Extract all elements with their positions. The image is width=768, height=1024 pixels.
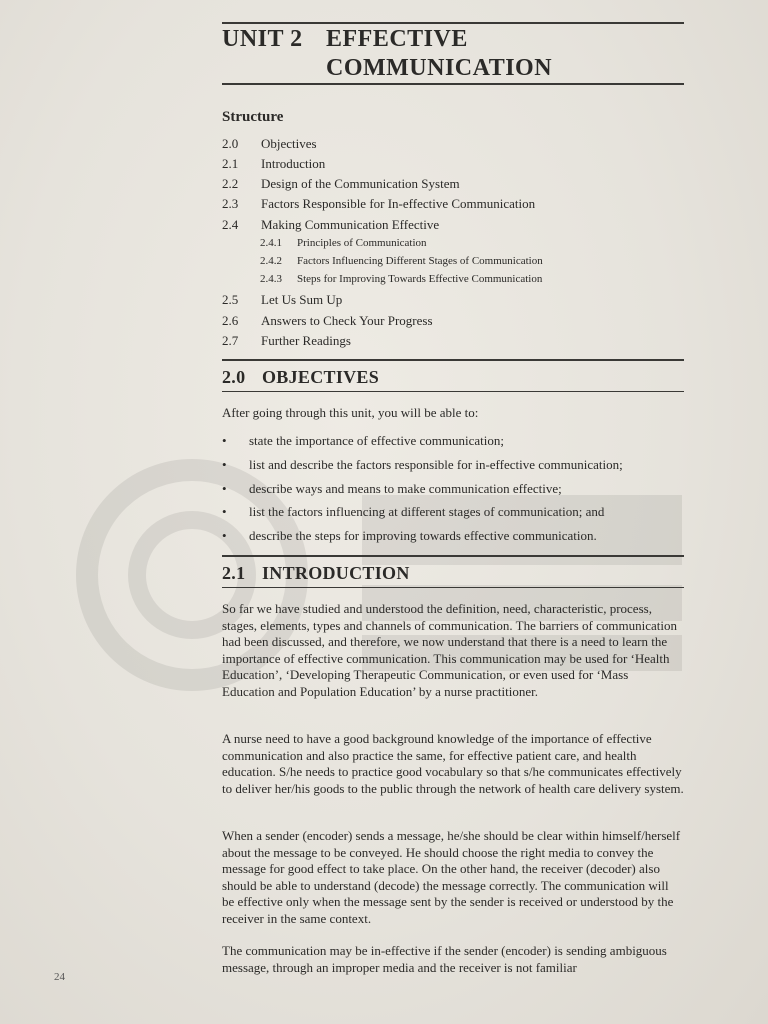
header-top-rule <box>222 22 684 24</box>
introduction-bottom-rule <box>222 587 684 588</box>
toc-item: 2.2 Design of the Communication System <box>222 176 460 191</box>
objective-bullet: • list and describe the factors responsible for in-effective communication; <box>222 457 623 472</box>
bullet-dot: • <box>222 481 227 496</box>
objectives-bottom-rule <box>222 391 684 392</box>
intro-paragraph: The communication may be in-effective if the sender (encoder) is sending ambiguous message, through an improper media and the receiver is not familiar <box>222 943 667 975</box>
toc-item: 2.6 Answers to Check Your Progress <box>222 313 433 328</box>
page-number: 24 <box>54 971 65 983</box>
toc-item: 2.3 Factors Responsible for In-effective Communication <box>222 196 536 211</box>
unit-title <box>222 26 468 53</box>
bullet-dot: • <box>222 528 227 543</box>
introduction-heading: 2.1 INTRODUCTION <box>222 563 410 583</box>
objectives-intro: After going through this unit, you will be able to: <box>222 405 479 420</box>
toc-item: 2.1 Introduction <box>222 156 326 171</box>
unit-title-line1: EFFECTIVE <box>326 26 468 52</box>
objective-bullet: • describe the steps for improving towards effective communication. <box>222 528 597 543</box>
bullet-dot: • <box>222 457 227 472</box>
toc-item: 2.4 Making Communication Effective <box>222 217 440 232</box>
bullet-dot: • <box>222 433 227 448</box>
objective-bullet: • list the factors influencing at different stages of communication; and <box>222 504 605 519</box>
objectives-top-rule <box>222 359 684 361</box>
unit-number: UNIT 2 <box>222 26 303 52</box>
introduction-top-rule <box>222 555 684 557</box>
objectives-heading: 2.0 OBJECTIVES <box>222 367 380 387</box>
objective-bullet: • state the importance of effective communication; <box>222 433 504 448</box>
toc-subitem: 2.4.1 Principles of Communication <box>260 237 427 249</box>
intro-paragraph: When a sender (encoder) sends a message, he/she should be clear within himself/herself about the message to be conveyed. He should choose the right media to convey the message for good effect to take place. On the other hand, the receiver (decoder) also should be able to understand (decode) the message correctly. The communication will be effective only when the message sent by the sender is received or understood by the receiver in the same context. <box>222 828 681 926</box>
toc-item: 2.0 Objectives <box>222 136 317 151</box>
structure-heading: Structure <box>222 109 284 125</box>
toc-subitem: 2.4.2 Factors Influencing Different Stages of Communication <box>260 255 543 267</box>
unit-title-line2: COMMUNICATION <box>326 55 553 81</box>
toc-subitem: 2.4.3 Steps for Improving Towards Effective Communication <box>260 273 543 285</box>
header-bottom-rule <box>222 83 684 85</box>
objective-bullet: • describe ways and means to make communication effective; <box>222 481 562 496</box>
bullet-dot: • <box>222 504 227 519</box>
intro-paragraph: So far we have studied and understood the definition, need, characteristic, process, stages, elements, types and channels of communication. The barriers of communication had been discussed, and therefore, we now understand that there is a need to learn the importance of effective communication. This communication may be used for ‘Health Education’, ‘Developing Therapeutic Communication, or even used for ‘Mass Education and Population Education’ by a nurse practitioner. <box>222 601 677 699</box>
toc-item: 2.7 Further Readings <box>222 333 351 348</box>
toc-item: 2.5 Let Us Sum Up <box>222 292 343 307</box>
intro-paragraph: A nurse need to have a good background knowledge of the importance of effective communication and also practice the same, for effective patient care, and health education. S/he needs to practice good vocabulary so that s/he communicates effectively to deliver her/his goods to the public through the network of health care delivery system. <box>222 731 684 796</box>
